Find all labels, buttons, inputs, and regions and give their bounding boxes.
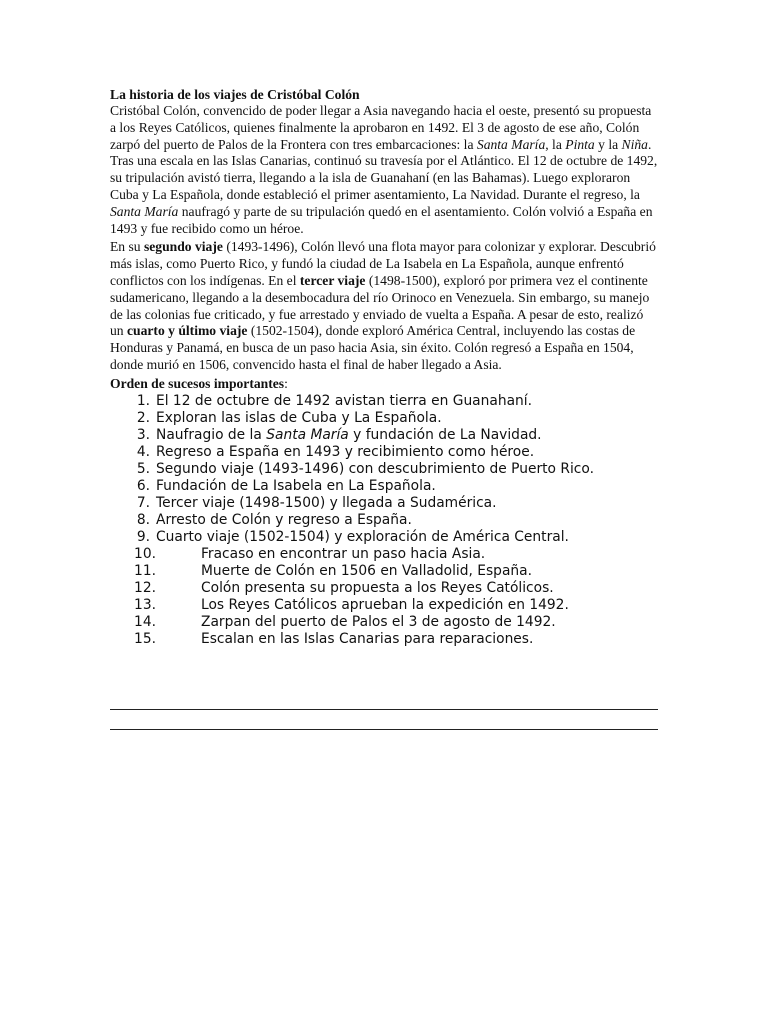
event-item [110,563,658,580]
event-number: 1. [136,392,150,409]
paragraph-later-voyages [110,239,658,373]
paragraph-first-voyage [110,103,658,237]
event-number: 9. [136,528,150,545]
event-number: 5. [136,460,150,477]
text-span: Fundación de La Isabela en La Española. [156,477,436,494]
text-span: Exploran las islas de Cuba y La Española. [156,409,442,426]
text-span: Segundo viaje (1493-1496) con descubrimiento de Puerto Rico. [156,460,594,477]
text-span: Naufragio de la [156,426,267,443]
event-text [201,631,533,647]
event-text [156,478,436,494]
event-number: 7. [136,494,150,511]
event-number: 6. [136,477,150,494]
italic-span: Santa María [266,426,349,443]
bold-span: segundo viaje [143,239,223,255]
text-span: Los Reyes Católicos aprueban la expedición en 1492. [201,596,569,613]
text-span: , la [545,136,566,152]
events-heading-text: Orden de sucesos importantes [110,375,285,391]
events-heading [110,376,658,393]
event-item [110,427,658,444]
event-number: 10. [134,545,156,562]
event-text [201,546,485,562]
text-span: Cristóbal Colón, convencido de poder llegar a Asia navegando hacia el oeste, presentó su propuesta a los Reyes Católicos, quienes finalmente la aprobaron en 1492. El 3 de agosto de ese año, Colón zarpó del puerto de Palos de la Frontera con tres embarcaciones: la [110,103,652,152]
answer-line-2 [110,729,658,730]
bold-span: cuarto y último viaje [127,323,248,339]
text-span: En su [110,239,144,255]
event-item [110,478,658,495]
text-span: Escalan en las Islas Canarias para reparaciones. [201,630,534,647]
answer-line-1 [110,709,658,710]
event-number: 15. [134,630,156,647]
event-item [110,410,658,427]
event-item [110,393,658,410]
event-text [156,461,594,477]
event-number: 3. [136,426,150,443]
event-text [156,495,497,511]
event-text [201,580,554,596]
bold-span: tercer viaje [299,272,366,288]
event-item [110,512,658,529]
event-number: 11. [134,562,156,579]
events-heading-colon: : [284,375,288,391]
event-text [156,512,412,528]
text-span: y la [594,136,622,152]
text-span: Tercer viaje (1498-1500) y llegada a Sudamérica. [156,494,497,511]
event-text [156,444,534,460]
text-span: Fracaso en encontrar un paso hacia Asia. [201,545,486,562]
text-span: Zarpan del puerto de Palos el 3 de agosto de 1492. [201,613,556,630]
text-span: naufragó y parte de su tripulación quedó en el asentamiento. Colón volvió a España en 1493 y fue recibido como un héroe. [110,203,653,236]
event-number: 12. [134,579,156,596]
document-page [110,86,658,648]
event-item [110,614,658,631]
event-item [110,631,658,648]
event-item [110,495,658,512]
event-text [201,614,556,630]
event-item [110,546,658,563]
event-text [156,427,542,443]
event-number: 14. [134,613,156,630]
text-span: Colón presenta su propuesta a los Reyes Católicos. [201,579,554,596]
text-span: Arresto de Colón y regreso a España. [156,511,412,528]
event-item [110,529,658,546]
text-span: Regreso a España en 1493 y recibimiento como héroe. [156,443,535,460]
event-text [156,393,532,409]
text-span: (1502-1504), donde exploró América Central, incluyendo las costas de Honduras y Panamá, en busca de un paso hacia Asia, sin éxito. Colón regresó a España en 1504, donde murió en 1506, convencido hasta el final de haber llegado a Asia. [110,323,636,372]
event-number: 13. [134,596,156,613]
event-item [110,444,658,461]
text-span: y fundación de La Navidad. [348,426,542,443]
event-number: 8. [136,511,150,528]
event-number: 4. [136,443,150,460]
event-text [156,410,442,426]
document-title: La historia de los viajes de Cristóbal Colón [110,87,360,102]
text-span: Muerte de Colón en 1506 en Valladolid, España. [201,562,532,579]
event-text [156,529,569,545]
event-text [201,563,532,579]
text-span: (1498-1500), exploró por primera vez el continente sudamericano, llegando a la desembocadura del río Orinoco en Venezuela. Sin embargo, su manejo de las colonias fue criticado, y fue arrestado y enviado de vuelta a España. A pesar de esto, realizó un [110,272,650,339]
event-text [201,597,569,613]
event-number: 2. [136,409,150,426]
event-item [110,461,658,478]
italic-span: Santa María [110,203,179,219]
events-list [110,393,658,648]
italic-span: Pinta [565,136,595,152]
text-span: El 12 de octubre de 1492 avistan tierra en Guanahaní. [156,392,532,409]
text-span: Cuarto viaje (1502-1504) y exploración de América Central. [156,528,569,545]
event-item [110,597,658,614]
text-span: (1493-1496), Colón llevó una flota mayor para colonizar y explorar. Descubrió más islas, como Puerto Rico, y fundó la ciudad de La Isabela en La Española, aunque enfrentó conflictos con los indígenas. En el [110,239,656,288]
italic-span: Niña [621,136,648,152]
italic-span: Santa María [476,136,546,152]
text-span: . Tras una escala en las Islas Canarias, continuó su travesía por el Atlántico. El 12 de octubre de 1492, su tripulación avistó tierra, llegando a la isla de Guanahaní (en las Bahamas). Luego exploraron Cuba y La Española, donde estableció el primer asentamiento, La Navidad. Durante el regreso, la [110,136,658,202]
event-item [110,580,658,597]
